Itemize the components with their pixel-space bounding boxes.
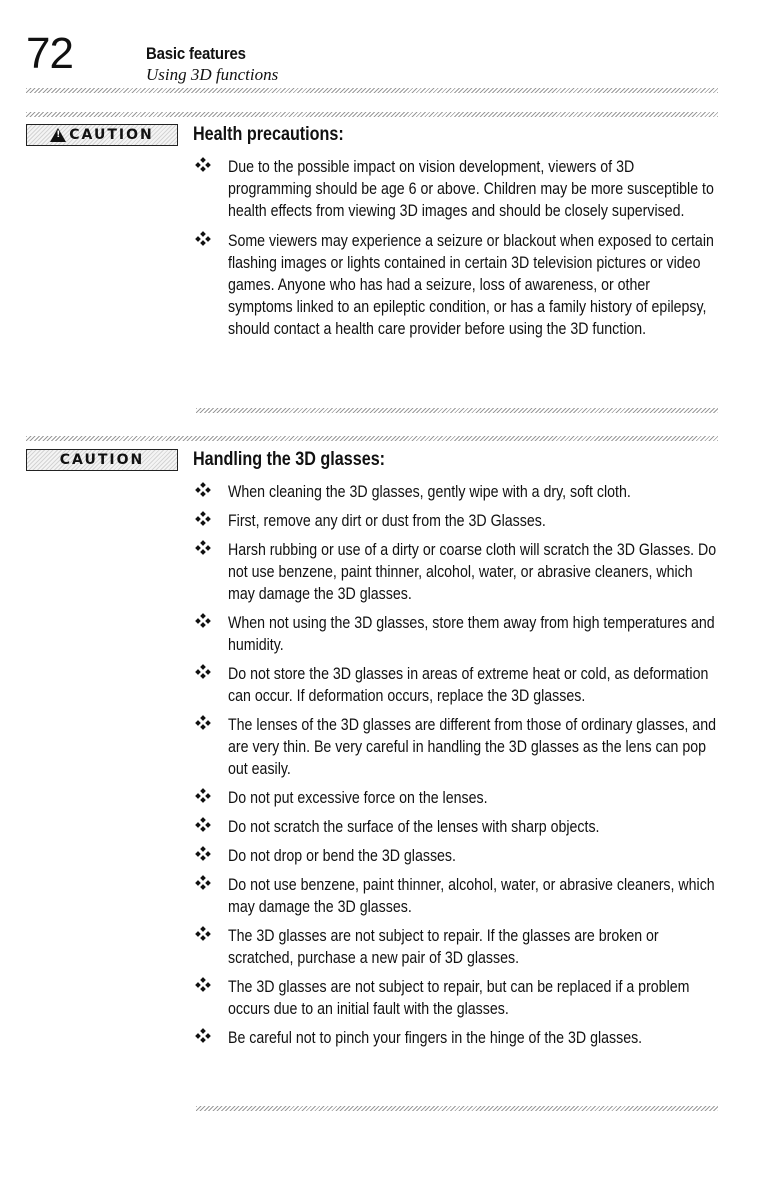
caution-end-rule [196, 1106, 718, 1111]
health-precautions-list [196, 156, 724, 348]
diamond-bullet-icon [196, 789, 210, 803]
list-item-text: The lenses of the 3D glasses are different from those of ordinary glasses, and are very thin. Be very careful in handling the 3D glasses as the lens can pop out easily. [228, 716, 716, 778]
warning-triangle-icon: ! [50, 128, 66, 142]
list-item-text: First, remove any dirt or dust from the 3D Glasses. [228, 512, 546, 530]
list-item [196, 714, 724, 780]
list-item [196, 1027, 724, 1049]
header-rule-bottom [26, 112, 718, 117]
section-title: Using 3D functions [146, 65, 279, 84]
list-item [196, 230, 724, 340]
list-item-text: Due to the possible impact on vision development, viewers of 3D programming should be age 6 or above. Children may be more susceptible to health effects from viewing 3D images and should be closely supervised. [228, 158, 714, 220]
caution-badge-label: CAUTION [69, 127, 154, 143]
list-item-text: When cleaning the 3D glasses, gently wipe with a dry, soft cloth. [228, 483, 631, 501]
diamond-bullet-icon [196, 818, 210, 832]
list-item [196, 612, 724, 656]
diamond-bullet-icon [196, 541, 210, 555]
diamond-bullet-icon [196, 876, 210, 890]
list-item-text: The 3D glasses are not subject to repair, but can be replaced if a problem occurs due to an initial fault with the glasses. [228, 978, 690, 1018]
diamond-bullet-icon [196, 978, 210, 992]
diamond-bullet-icon [196, 847, 210, 861]
list-item [196, 156, 724, 222]
list-item-text: Do not put excessive force on the lenses. [228, 789, 488, 807]
heading-health-precautions: Health precautions: [193, 124, 344, 145]
caution-end-rule [196, 408, 718, 413]
diamond-bullet-icon [196, 232, 210, 246]
caution-badge-label: CAUTION [59, 452, 145, 468]
list-item [196, 510, 724, 532]
diamond-bullet-icon [196, 716, 210, 730]
list-item-text: Be careful not to pinch your fingers in the hinge of the 3D glasses. [228, 1029, 643, 1047]
list-item-text: Do not store the 3D glasses in areas of extreme heat or cold, as deformation can occur. If deformation occurs, replace the 3D glasses. [228, 665, 709, 705]
diamond-bullet-icon [196, 665, 210, 679]
caution-badge-glasses [26, 449, 178, 471]
list-item-text: Do not use benzene, paint thinner, alcohol, water, or abrasive cleaners, which may damage the 3D glasses. [228, 876, 715, 916]
list-item [196, 845, 724, 867]
list-item [196, 816, 724, 838]
diamond-bullet-icon [196, 483, 210, 497]
list-item-text: Do not drop or bend the 3D glasses. [228, 847, 456, 865]
list-item [196, 481, 724, 503]
list-item [196, 976, 724, 1020]
list-item-text: Harsh rubbing or use of a dirty or coarse cloth will scratch the 3D Glasses. Do not use benzene, paint thinner, alcohol, water, or abrasive cleaners, which may damage the 3D glasses. [228, 541, 717, 603]
handling-glasses-list [196, 481, 724, 1056]
diamond-bullet-icon [196, 512, 210, 526]
list-item [196, 874, 724, 918]
chapter-title: Basic features [146, 44, 246, 63]
list-item [196, 663, 724, 707]
diamond-bullet-icon [196, 1029, 210, 1043]
list-item-text: When not using the 3D glasses, store them away from high temperatures and humidity. [228, 614, 715, 654]
list-item-text: The 3D glasses are not subject to repair. If the glasses are broken or scratched, purchase a new pair of 3D glasses. [228, 927, 659, 967]
caution-badge-health [26, 124, 178, 146]
list-item-text: Some viewers may experience a seizure or blackout when exposed to certain flashing images or lights contained in certain 3D television pictures or video games. Anyone who has had a seizure, loss of awareness, or other symptoms linked to an epileptic condition, or has a family history of epilepsy, should contact a health care provider before using the 3D function. [228, 232, 714, 338]
caution-start-rule [26, 436, 718, 441]
diamond-bullet-icon [196, 927, 210, 941]
list-item [196, 539, 724, 605]
header-rule [26, 88, 718, 93]
heading-handling-glasses: Handling the 3D glasses: [193, 449, 386, 470]
diamond-bullet-icon [196, 158, 210, 172]
page-number: 72 [26, 29, 73, 78]
list-item [196, 787, 724, 809]
list-item [196, 925, 724, 969]
diamond-bullet-icon [196, 614, 210, 628]
list-item-text: Do not scratch the surface of the lenses with sharp objects. [228, 818, 600, 836]
